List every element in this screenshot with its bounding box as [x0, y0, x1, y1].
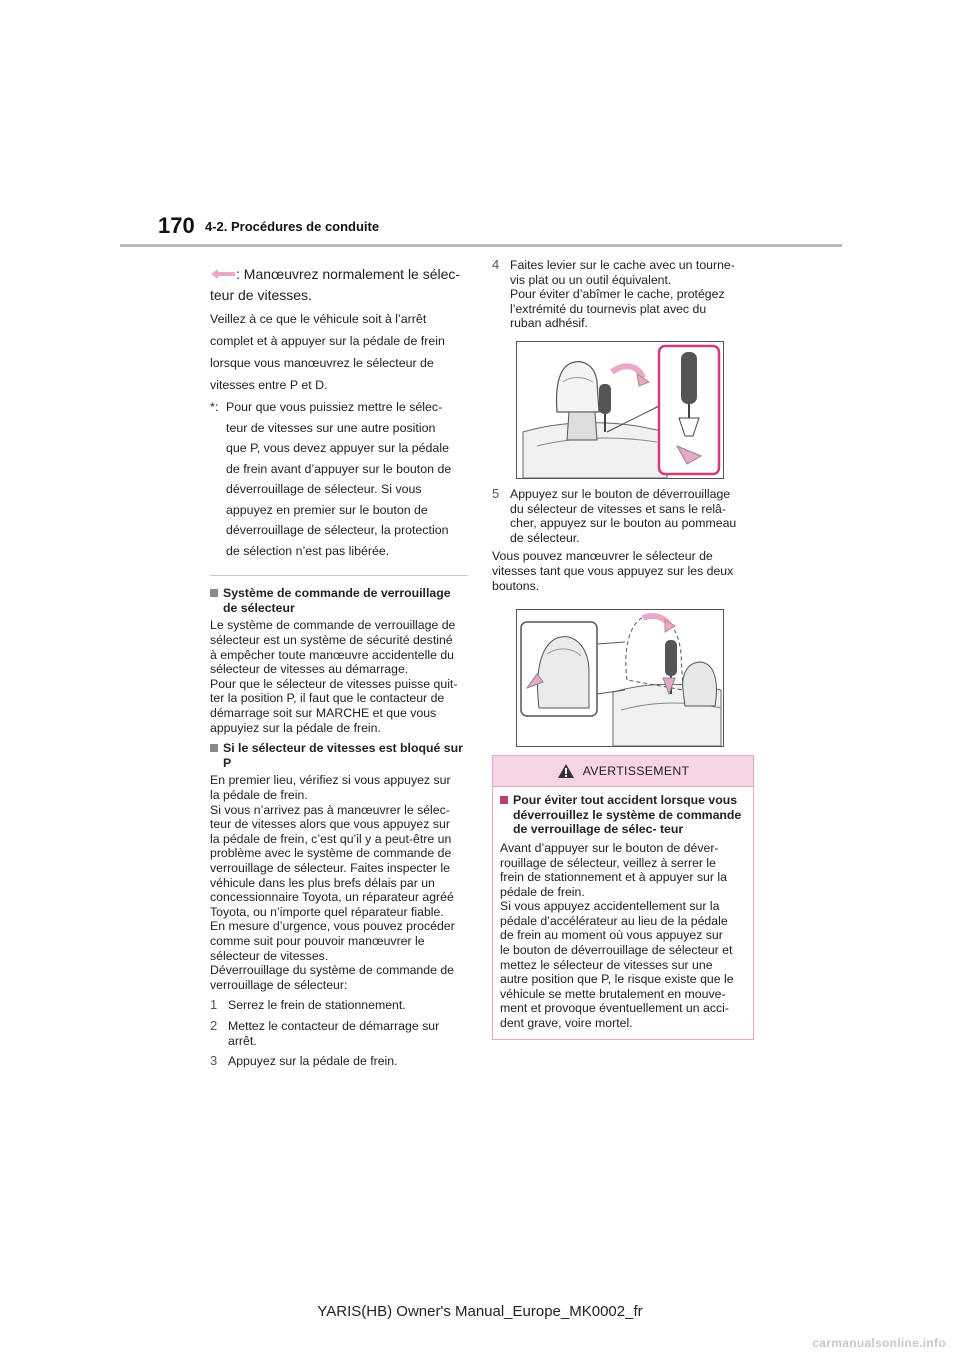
watermark: carmanualsonline.info: [812, 1336, 946, 1350]
footnote-line: déverrouillage de sélecteur. Si vous: [226, 482, 422, 497]
step-text: Appuyez sur le bouton de déverrouillage du sélecteur de vitesses et sans le relâ- cher, appuyez sur le bouton au pommeau de sélecteur.: [510, 486, 737, 545]
step-text: Faites levier sur le cache avec un tourne- vis plat ou un outil équivalent. Pour éviter d’abîmer le cache, protégez l’extrémité du tournevis plat avec du ruban adhésif.: [510, 258, 735, 331]
section-title: 4-2. Procédures de conduite: [205, 219, 380, 234]
shifter-release-illustration: [517, 610, 723, 746]
step-number: 3: [210, 1053, 218, 1069]
section-heading: Si le sélecteur de vitesses est bloqué sur P: [210, 741, 468, 770]
left-column: [210, 264, 468, 1073]
section-text: En premier lieu, vérifiez si vous appuyez sur la pédale de frein. Si vous n’arrivez pas à manœuvrer le sélec- teur de vitesses alors que vous appuyez sur la pédale de frein, c’est qu’il y a peut-être un problème avec le système de commande de verrouillage de sélecteur. Faites inspecter le véhicule dans les plus brefs délais par un concessionnaire Toyota, un réparateur agréé Toyota, ou n’importe quel réparateur fiable. En mesure d’urgence, vous pouvez procéder comme suit pour pouvoir manœuvrer le sélecteur de vitesses. Déverrouillage du système de commande de verrouillage de sélecteur:: [210, 773, 455, 992]
warning-box: [492, 755, 754, 1040]
footnote-line: Pour que vous puissiez mettre le sélec-: [226, 400, 443, 415]
step-text: Appuyez sur la pédale de frein.: [228, 1054, 398, 1069]
footnote-line: que P, vous devez appuyer sur la pédale: [226, 441, 449, 456]
step-number: 1: [210, 997, 218, 1013]
square-bullet-icon: [500, 796, 508, 804]
footnote-line: de frein avant d’appuyer sur le bouton de: [226, 461, 452, 476]
intro-line: complet et à appuyer sur la pédale de frein: [210, 334, 445, 349]
step-number: 4: [492, 257, 500, 272]
intro-line: lorsque vous manœuvrez le sélecteur de: [210, 356, 434, 371]
lead-line-2: teur de vitesses.: [210, 287, 312, 304]
figure-press-buttons: [516, 609, 724, 747]
footnote: [210, 397, 468, 561]
footer: YARIS(HB) Owner's Manual_Europe_MK0002_fr: [317, 1303, 643, 1320]
step-item: [492, 487, 754, 545]
step-text: Mettez le contacteur de démarrage sur arrêt.: [228, 1018, 440, 1048]
footnote-line: déverrouillage de sélecteur, la protection: [226, 523, 449, 538]
intro-line: Veillez à ce que le véhicule soit à l’arrêt: [210, 312, 427, 327]
section-text: Le système de commande de verrouillage de sélecteur est un système de sécurité destiné à empêcher toute manœuvre accidentelle du sélecteur de vitesses au démarrage. Pour que le sélecteur de vitesses puisse quit- ter la position P, il faut que le contacteur de démarrage soit sur MARCHE et que vous appuyiez sur la pédale de frein.: [210, 618, 458, 735]
warning-body: [493, 787, 753, 1039]
warning-triangle-icon: [557, 763, 575, 779]
footnote-line: appuyez en premier sur le bouton de: [226, 502, 428, 517]
left-arrow-icon: [210, 265, 236, 285]
figure-remove-cover: [516, 341, 724, 479]
step-text: Serrez le frein de stationnement.: [228, 998, 406, 1013]
right-column: [492, 258, 754, 1040]
step-item: [210, 1019, 468, 1048]
header-rule: [120, 244, 842, 247]
lead-paragraph: [210, 264, 468, 305]
warning-title: AVERTISSEMENT: [582, 763, 690, 778]
step-item: [492, 258, 754, 331]
square-bullet-icon: [210, 744, 218, 752]
footnote-line: teur de vitesses sur une autre position: [226, 420, 436, 435]
section-heading: Système de commande de verrouillage de sélecteur: [210, 586, 468, 615]
step-number: 2: [210, 1017, 218, 1033]
warning-text: Avant d’appuyer sur le bouton de déver- rouillage de sélecteur, veillez à serrer le frein de stationnement et à appuyer sur la pédale de frein. Si vous appuyez accidentellement sur la pédale d’accélérateur au lieu de la pédale de frein au moment où vous appuyez sur le bouton de déverrouillage de sélecteur et mettez le sélecteur de vitesses sur une autre position que P, le risque existe que le véhicule se mette brutalement en mouve- ment et provoque éventuellement un acci- dent grave, voire mortel.: [500, 840, 734, 1031]
step-number: 5: [492, 485, 500, 501]
section-divider: [210, 575, 468, 576]
warning-header: [493, 756, 753, 787]
step-item: [210, 998, 468, 1013]
shifter-cover-illustration: [517, 342, 723, 478]
page-number: 170: [158, 213, 195, 238]
lead-line-1: : Manœuvrez normalement le sélec-: [236, 266, 461, 282]
square-bullet-icon: [210, 589, 218, 597]
intro-line: vitesses entre P et D.: [210, 378, 328, 393]
step-note: Vous pouvez manœuvrer le sélecteur de vitesses tant que vous appuyez sur les deux boutons.: [492, 549, 734, 593]
footnote-mark: *:: [210, 400, 219, 415]
step-item: [210, 1054, 468, 1069]
footnote-line: de sélection n’est pas libérée.: [226, 543, 390, 558]
warning-heading: Pour éviter tout accident lorsque vous déverrouillez le système de commande de verrouillage de sélec- teur: [500, 793, 746, 837]
